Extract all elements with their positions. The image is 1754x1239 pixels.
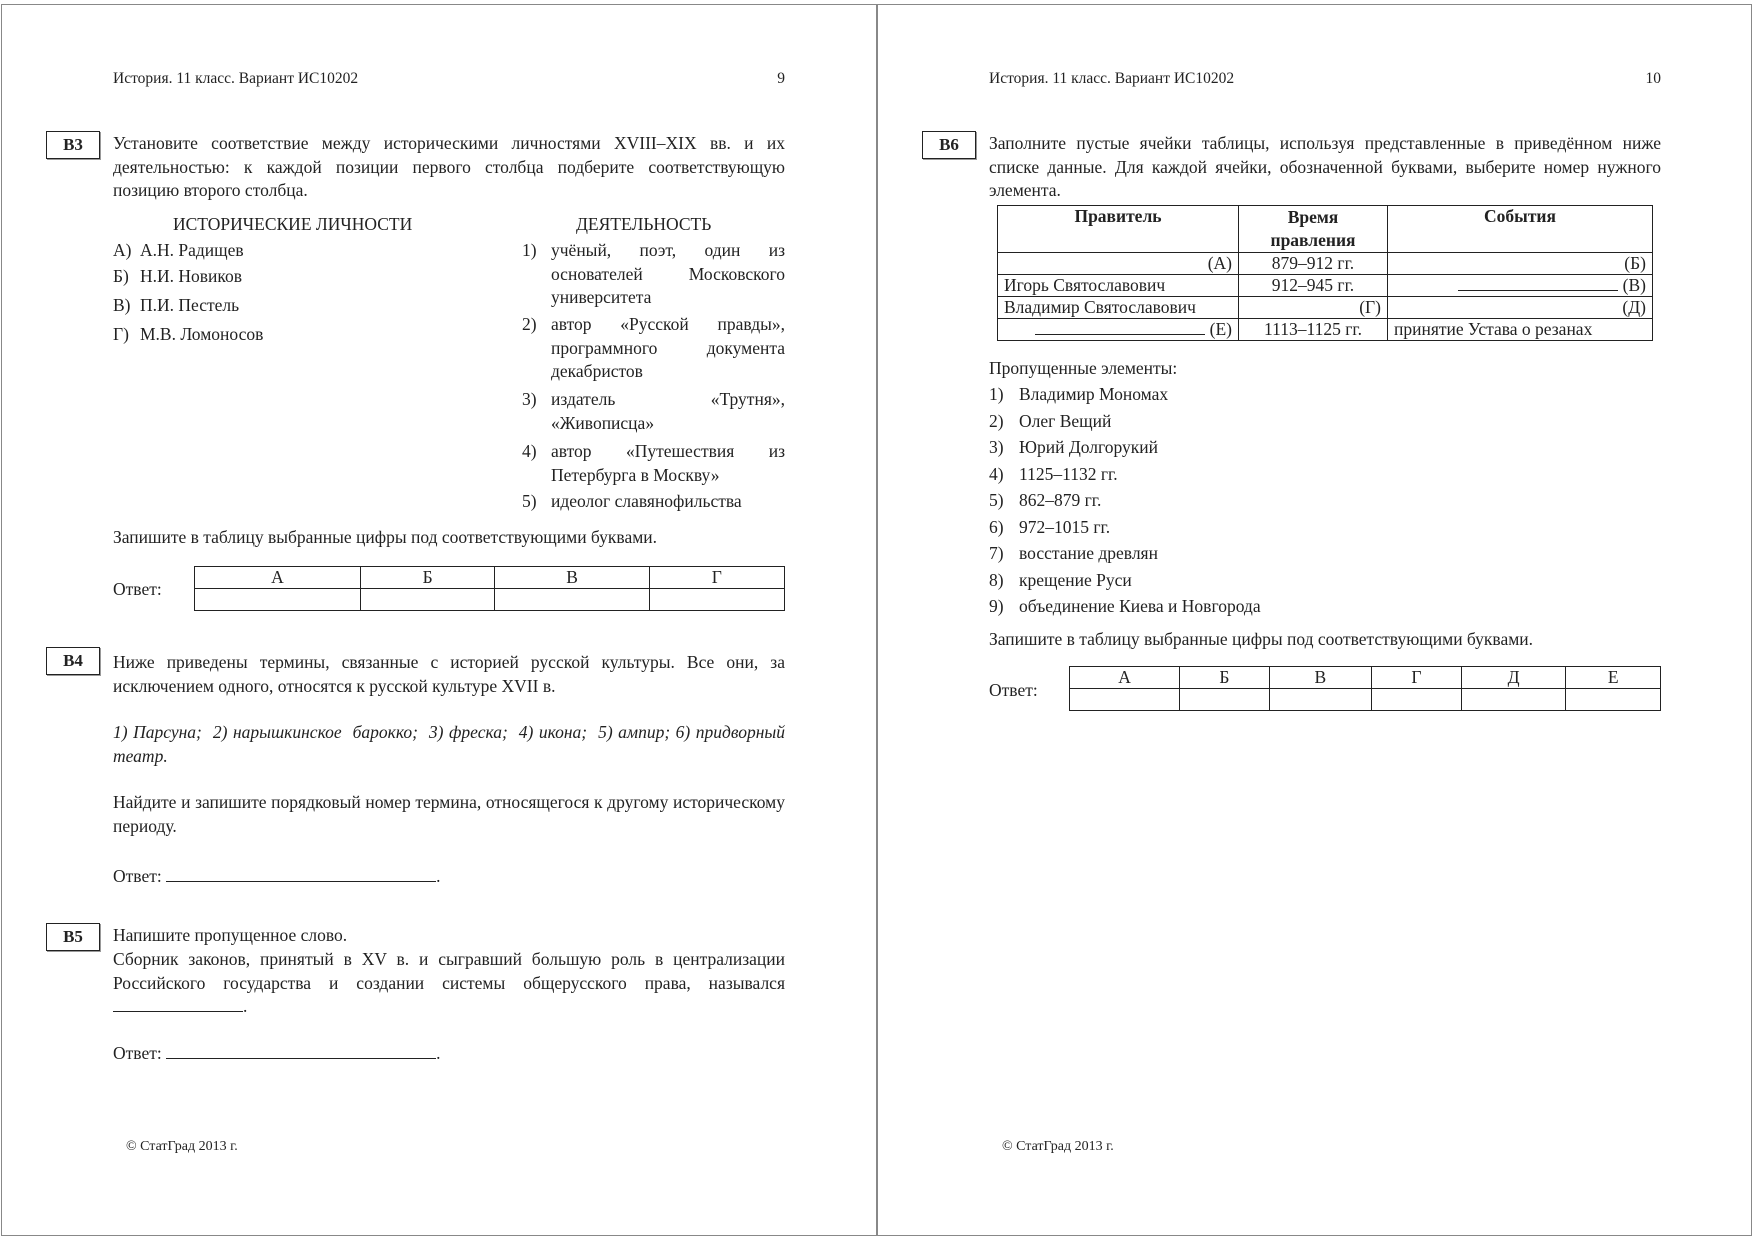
answer-label: Ответ:	[989, 680, 1038, 700]
footer-copyright: © СтатГрад 2013 г.	[126, 1139, 238, 1154]
b6-question: Заполните пустые ячейки таблицы, используя представленные в приведённом ниже списке данные. Для каждой ячейки, обозначенной буквами, выберите номер нужного элемента.	[989, 133, 1661, 200]
answer-label: Ответ:	[113, 579, 162, 599]
activity-item: 1) учёный, поэт, один из основателей Московского университета	[522, 240, 785, 307]
page-number: 9	[777, 70, 785, 87]
activity-item: 3) издатель «Трутня», «Живописца»	[522, 389, 785, 433]
missing-element-item: 3) Юрий Долгорукий	[989, 437, 1159, 457]
answer-cell[interactable]	[1566, 689, 1661, 711]
col2-title: ДЕЯТЕЛЬНОСТЬ	[576, 214, 712, 234]
answer-cell[interactable]	[1461, 689, 1566, 711]
b4-question: Ниже приведены термины, связанные с историей русской культуры. Все они, за исключением одного, относятся к русской культуре XVII в.	[113, 652, 785, 696]
task-label-b3: В3	[46, 131, 100, 159]
missing-element-item: 2) Олег Вещий	[989, 410, 1112, 431]
b5-answer: Ответ: .	[113, 1043, 441, 1063]
missing-element-item: 1) Владимир Мономах	[989, 384, 1169, 404]
activity-item: 5) идеолог славянофильства	[522, 491, 742, 511]
answer-col-header: Г	[1372, 667, 1462, 689]
answer-cell[interactable]	[1269, 689, 1371, 711]
b4-terms: 1) Парсуна; 2) нарышкинское барокко; 3) фреска; 4) икона; 5) ампир; 6) придворный театр.	[113, 722, 790, 766]
b6-instruction: Запишите в таблицу выбранные цифры под соответствующими буквами.	[989, 629, 1534, 649]
table-row: Игорь Святославович 912–945 гг. (В)	[998, 275, 1653, 297]
b5-text: Сборник законов, принятый в XV в. и сыгравший большую роль в централизации Российского государства и создании системы общерусского права, назывался.	[113, 949, 785, 1016]
table-row: Владимир Святославович (Г) (Д)	[998, 297, 1653, 319]
task-label-b6: В6	[922, 131, 976, 159]
page-header: История. 11 класс. Вариант ИС10202	[113, 70, 359, 87]
activity-item: 2) автор «Русской правды», программного документа декабристов	[522, 314, 785, 381]
b4-answer: Ответ: .	[113, 866, 441, 886]
answer-col-header: А	[1070, 667, 1180, 689]
answer-cell[interactable]	[495, 589, 649, 611]
page-number: 10	[1645, 70, 1661, 87]
answer-col-header: А	[195, 567, 361, 589]
b4-answer-field[interactable]	[166, 865, 436, 882]
footer-copyright: © СтатГрад 2013 г.	[1002, 1139, 1114, 1154]
task-label-b5: В5	[46, 923, 100, 951]
answer-col-header: Б	[1180, 667, 1269, 689]
missing-title: Пропущенные элементы:	[989, 358, 1178, 378]
table-row: (Е) 1113–1125 гг. принятие Устава о резанах	[998, 319, 1653, 341]
answer-col-header: Б	[360, 567, 495, 589]
missing-element-item: 7) восстание древлян	[989, 543, 1158, 563]
b5-answer-field[interactable]	[166, 1042, 436, 1059]
b3-question: Установите соответствие между историческими личностями XVIII–XIX вв. и их деятельностью: к каждой позиции первого столбца подберите соответствующую позицию второго столбца.	[113, 133, 785, 200]
answer-col-header: Г	[649, 567, 784, 589]
answer-col-header: В	[495, 567, 649, 589]
person-item: Б) Н.И. Новиков	[113, 266, 243, 286]
missing-element-item: 6) 972–1015 гг.	[989, 516, 1111, 537]
b3-instruction: Запишите в таблицу выбранные цифры под соответствующими буквами.	[113, 527, 658, 547]
page-header: История. 11 класс. Вариант ИС10202	[989, 70, 1235, 87]
b5-intro: Напишите пропущенное слово.	[113, 925, 348, 945]
answer-col-header: Е	[1566, 667, 1661, 689]
person-item: А) А.Н. Радищев	[113, 240, 244, 260]
answer-cell[interactable]	[1372, 689, 1462, 711]
missing-element-item: 5) 862–879 гг.	[989, 490, 1102, 510]
answer-cell[interactable]	[1070, 689, 1180, 711]
col1-title: ИСТОРИЧЕСКИЕ ЛИЧНОСТИ	[173, 214, 413, 234]
task-label-b4: В4	[46, 647, 100, 675]
activity-item: 4) автор «Путешествия из Петербурга в Москву»	[522, 441, 785, 485]
b3-answer-table	[194, 566, 785, 611]
answer-cell[interactable]	[360, 589, 495, 611]
table-row: (А) 879–912 гг. (Б)	[998, 253, 1653, 275]
answer-col-header: В	[1269, 667, 1371, 689]
person-item: Г) М.В. Ломоносов	[113, 324, 264, 344]
answer-cell[interactable]	[649, 589, 784, 611]
table-header: Время правления	[1239, 206, 1388, 253]
table-header: Правитель	[998, 206, 1239, 253]
missing-element-item: 8) крещение Руси	[989, 569, 1132, 590]
missing-element-item: 4) 1125–1132 гг.	[989, 463, 1118, 484]
b6-rulers-table	[997, 205, 1653, 341]
answer-cell[interactable]	[195, 589, 361, 611]
table-header: События	[1388, 206, 1653, 253]
missing-element-item: 9) объединение Киева и Новгорода	[989, 596, 1261, 616]
answer-col-header: Д	[1461, 667, 1566, 689]
b6-answer-table	[1069, 666, 1661, 711]
b4-task: Найдите и запишите порядковый номер термина, относящегося к другому историческому периоду.	[113, 792, 785, 836]
answer-cell[interactable]	[1180, 689, 1269, 711]
person-item: В) П.И. Пестель	[113, 295, 240, 315]
